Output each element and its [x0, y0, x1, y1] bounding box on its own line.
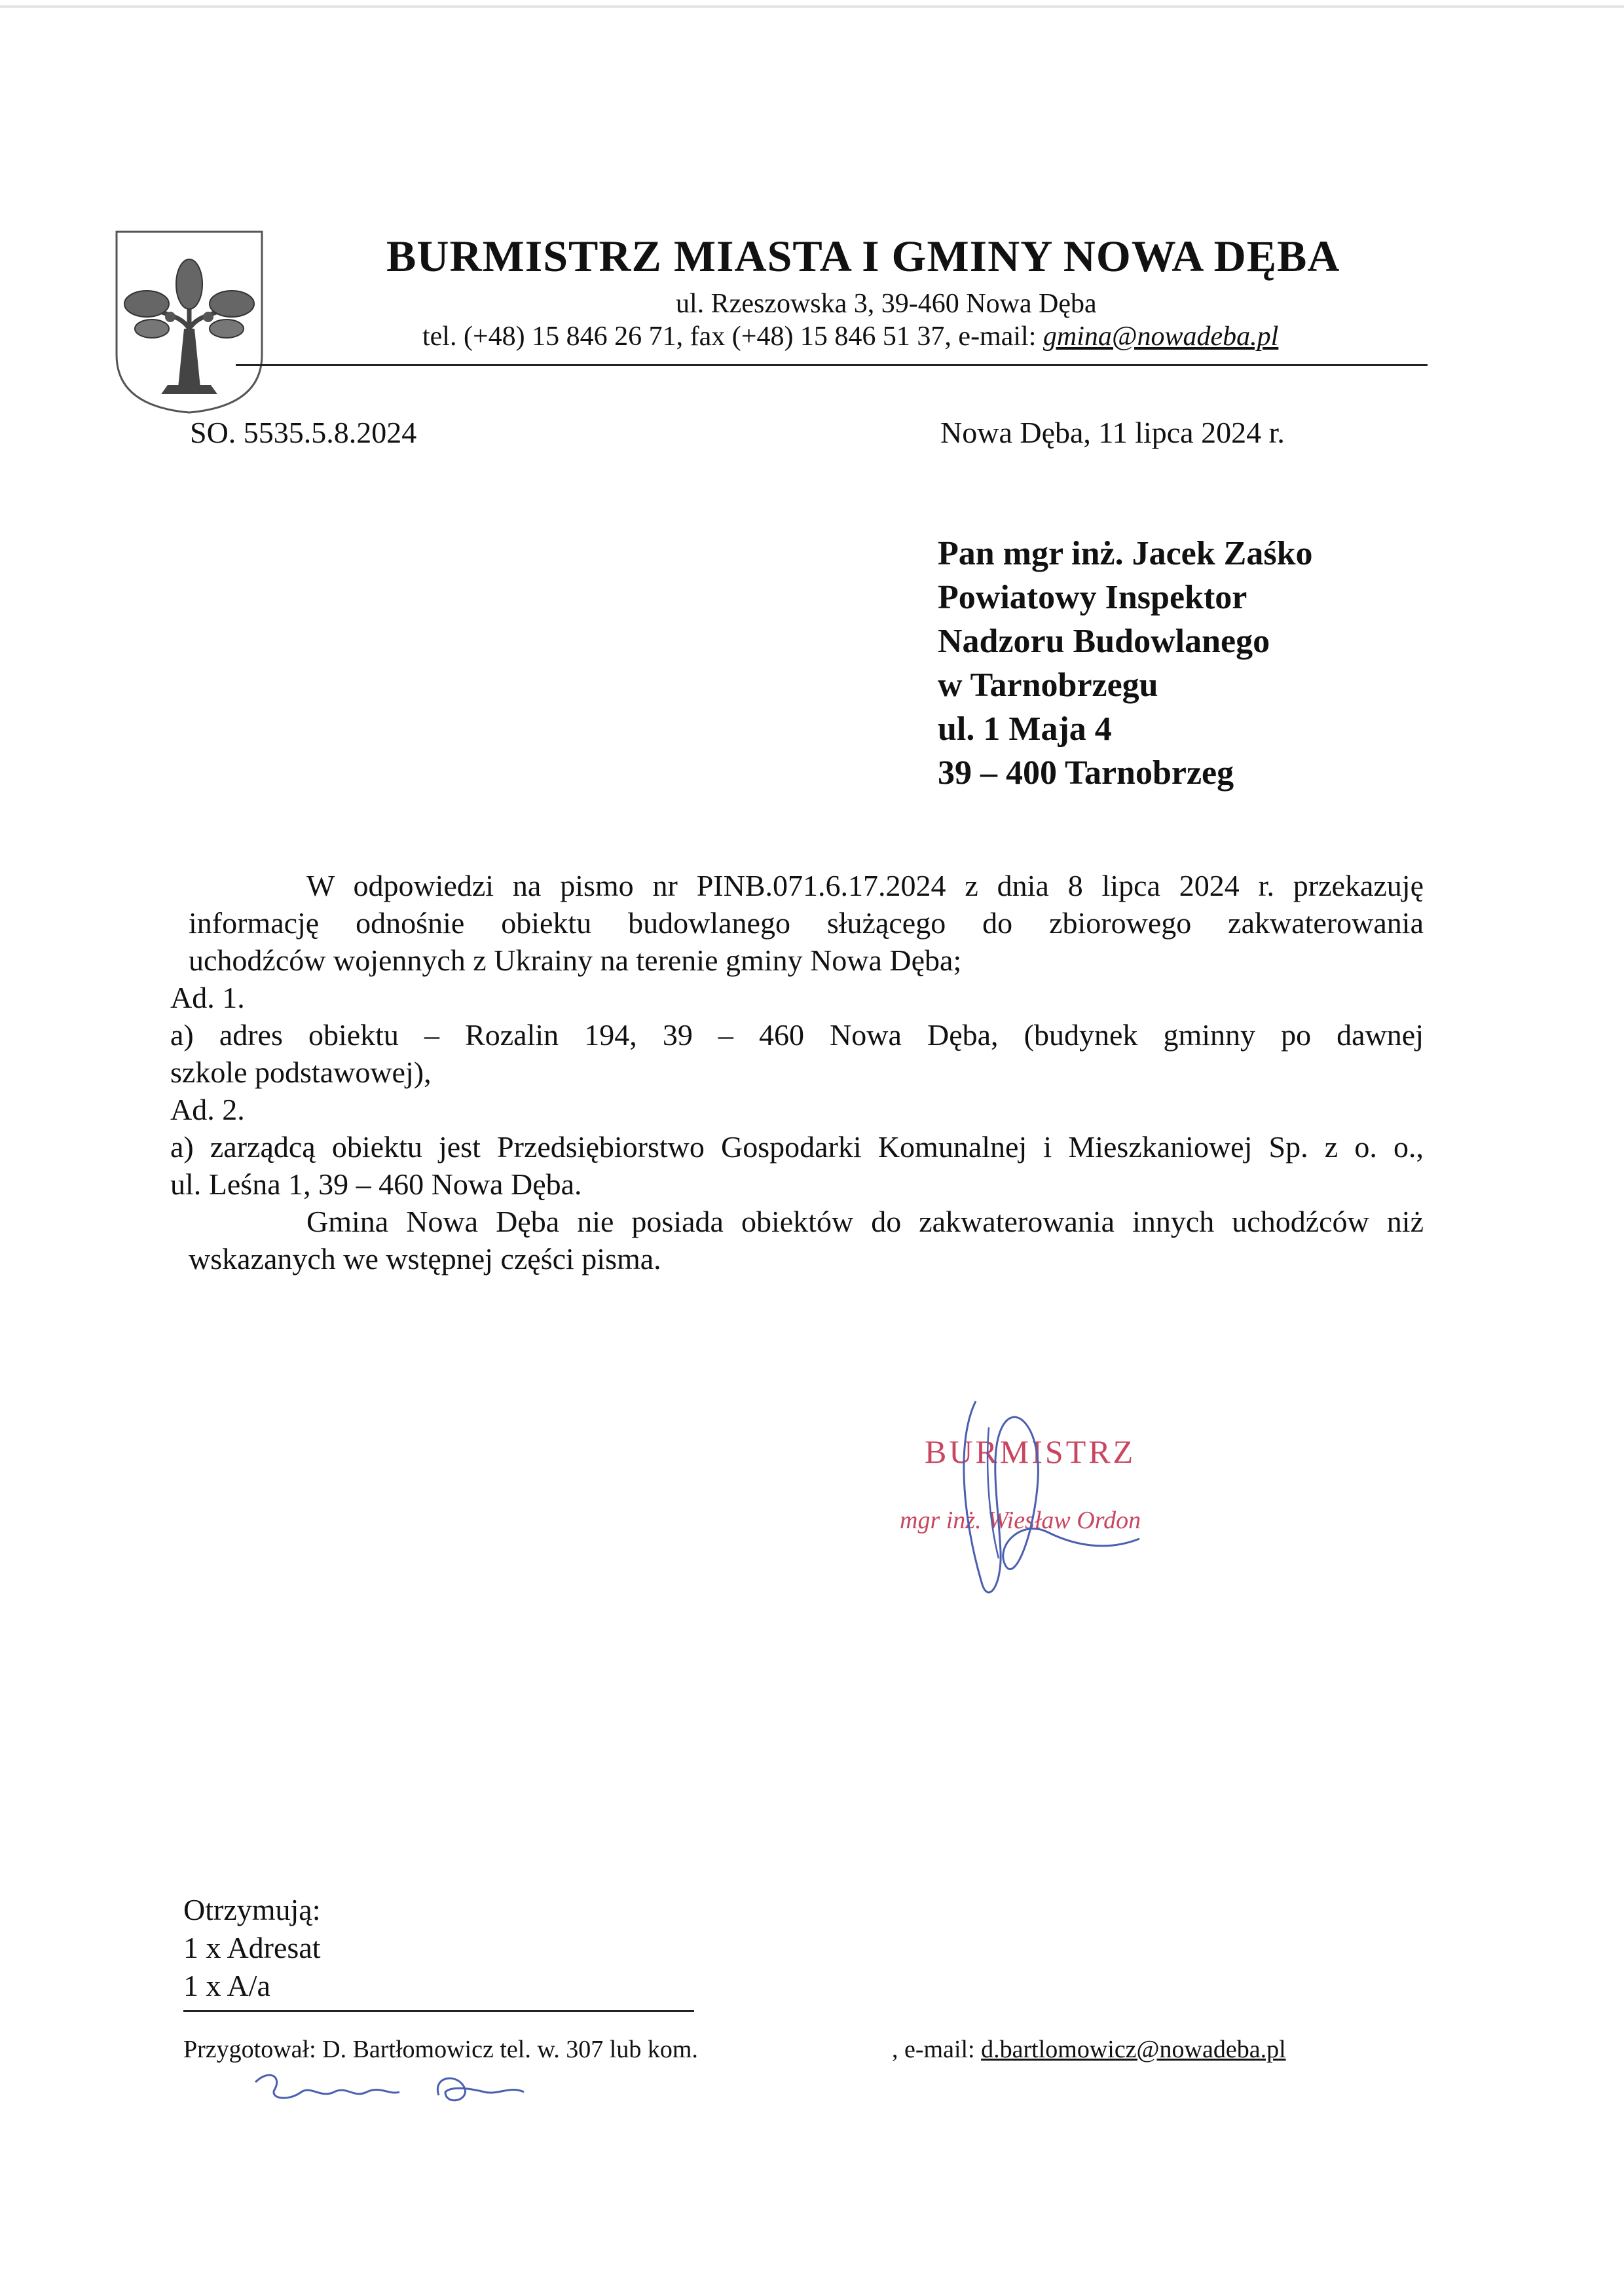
distribution-item: 1 x A/a [183, 1969, 270, 2002]
body-paragraph: szkole podstawowej), [170, 1056, 432, 1089]
section-heading: Ad. 2. [170, 1093, 245, 1126]
footer-divider [183, 2010, 694, 2012]
preparer-signature-icon [249, 2063, 563, 2121]
recipient-line: 39 – 400 Tarnobrzeg [938, 754, 1234, 792]
distribution-heading: Otrzymują: [183, 1893, 321, 1926]
handwritten-signature-icon [891, 1388, 1257, 1611]
body-paragraph: ul. Leśna 1, 39 – 460 Nowa Dęba. [170, 1167, 582, 1201]
stamp-title: BURMISTRZ [925, 1433, 1136, 1470]
recipient-line: ul. 1 Maja 4 [938, 710, 1112, 748]
recipient-line: Powiatowy Inspektor [938, 579, 1247, 616]
preparer-contact [892, 2035, 1286, 2064]
email-prefix: , e-mail: [892, 2036, 982, 2063]
coat-of-arms-icon [115, 230, 263, 414]
issuer-address: ul. Rzeszowska 3, 39-460 Nowa Dęba [676, 289, 1097, 319]
body-paragraph: Gmina Nowa Dęba nie posiada obiektów do zakwaterowania innych uchodźców niż [306, 1205, 1424, 1238]
header-divider [236, 364, 1428, 366]
reference-number: SO. 5535.5.8.2024 [190, 416, 417, 449]
body-paragraph: informację odnośnie obiektu budowlanego służącego do zbiorowego zakwaterowania [189, 906, 1424, 940]
issuer-contact [422, 321, 1278, 352]
recipient-line: Pan mgr inż. Jacek Zaśko [938, 535, 1313, 572]
recipient-line: w Tarnobrzegu [938, 667, 1158, 704]
contact-phone-fax: tel. (+48) 15 846 26 71, fax (+48) 15 846 51 37, e-mail: [422, 321, 1043, 352]
prepared-by: Przygotował: D. Bartłomowicz tel. w. 307 lub kom. [183, 2036, 698, 2063]
contact-email-link[interactable]: gmina@nowadeba.pl [1043, 321, 1279, 352]
distribution-list [183, 1891, 321, 2005]
body-paragraph: uchodźców wojennych z Ukrainy na terenie gminy Nowa Dęba; [189, 944, 962, 977]
distribution-item: 1 x Adresat [183, 1931, 321, 1964]
body-paragraph: W odpowiedzi na pismo nr PINB.071.6.17.2024 z dnia 8 lipca 2024 r. przekazuję [306, 869, 1424, 902]
recipient-line: Nadzoru Budowlanego [938, 623, 1270, 660]
letter-body [170, 867, 1424, 1277]
stamp-signatory-name: mgr inż. Wiesław Ordon [900, 1507, 1141, 1534]
body-paragraph: a) zarządcą obiektu jest Przedsiębiorstwo Gospodarki Komunalnej i Mieszkaniowej Sp. z o. o., [170, 1130, 1424, 1164]
preparer-email-link[interactable]: d.bartlomowicz@nowadeba.pl [981, 2036, 1286, 2063]
section-heading: Ad. 1. [170, 981, 245, 1014]
issuer-name: BURMISTRZ MIASTA I GMINY NOWA DĘBA [386, 231, 1340, 281]
body-paragraph: a) adres obiektu – Rozalin 194, 39 – 460 Nowa Dęba, (budynek gminny po dawnej [170, 1018, 1424, 1052]
page-edge-line [0, 5, 1624, 8]
recipient-address-block [938, 532, 1313, 795]
body-paragraph: wskazanych we wstępnej części pisma. [189, 1242, 661, 1276]
letter-date: Nowa Dęba, 11 lipca 2024 r. [940, 416, 1285, 449]
